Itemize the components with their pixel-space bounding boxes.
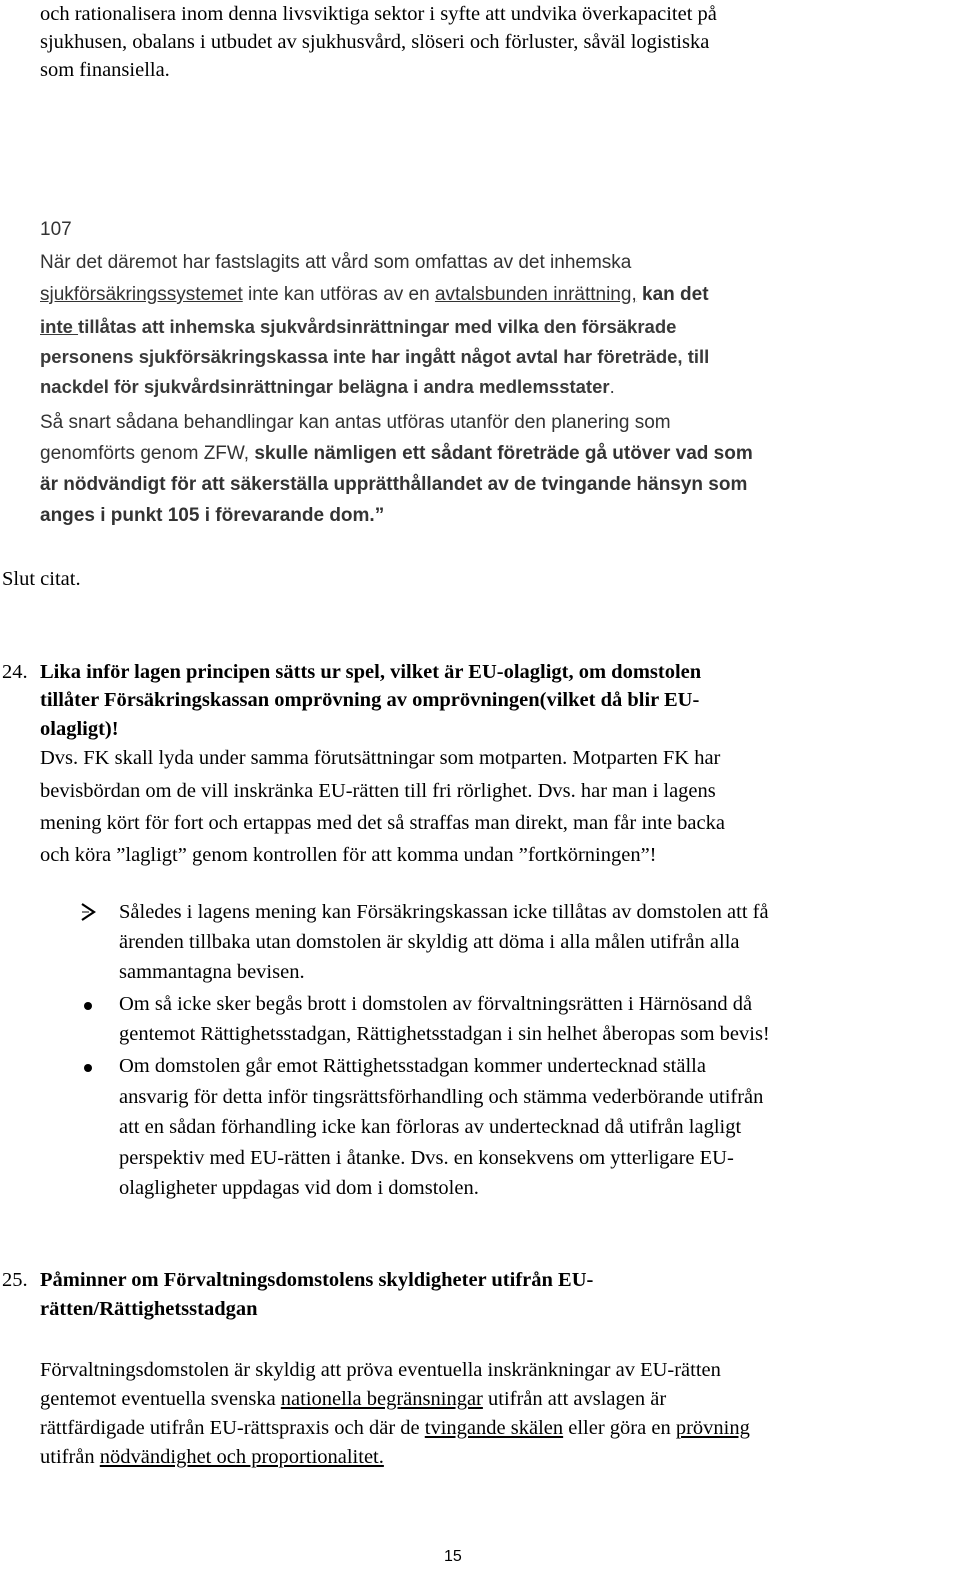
underlined-term-tvingande: tvingande skälen	[424, 1417, 564, 1439]
top-line-1: och rationalisera inom denna livsviktiga sektor i syfte att undvika överkapacitet på	[40, 3, 717, 25]
top-line-3: som finansiella.	[40, 59, 170, 81]
arrow-bullet-icon	[80, 902, 96, 922]
section-25-text-3a: rättfärdigade utifrån EU-rättspraxis och där de	[40, 1417, 425, 1439]
bullet-2-line-1: Om så icke sker begås brott i domstolen av förvaltningsrätten i Härnösand då	[119, 993, 753, 1015]
quote-line-7	[40, 442, 753, 466]
quote-line-2-text: inte kan utföras av en	[248, 284, 435, 305]
quote-underlined-bold: inte	[40, 316, 79, 337]
section-25-text-line-2	[40, 1387, 666, 1411]
quote-line-5-period: .	[609, 376, 615, 397]
section-25-heading-line-2: rätten/Rättighetsstadgan	[40, 1298, 258, 1320]
section-25-heading-line-1: Påminner om Förvaltningsdomstolens skyldigheter utifrån EU-	[40, 1269, 594, 1291]
quote-line-3-text: tillåtas att inhemska sjukvårdsinrättningar med vilka den försäkrade	[78, 316, 677, 337]
section-25-number: 25.	[2, 1269, 28, 1291]
section-24-text-line-3: mening kört för fort och ertappas med det så straffas man direkt, man får inte backa	[40, 812, 725, 834]
section-24-text-line-4: och köra ”lagligt” genom kontrollen för att komma undan ”fortkörningen”!	[40, 844, 657, 866]
section-24-text-line-1: Dvs. FK skall lyda under samma förutsättningar som motparten. Motparten FK har	[40, 747, 721, 769]
quote-underlined-term: sjukförsäkringssystemet	[40, 284, 243, 305]
bullet-1-line-2: ärenden tillbaka utan domstolen är skyldig att döma i alla målen utifrån alla	[119, 931, 740, 953]
quote-line-4: personens sjukförsäkringskassa inte har ingått något avtal har företräde, till	[40, 346, 710, 367]
section-25-text-line-3	[40, 1416, 750, 1440]
end-quote-label: Slut citat.	[2, 568, 81, 590]
quote-paragraph-number: 107	[40, 219, 72, 240]
quote-line-7-bold: skulle nämligen ett sådant företräde gå utöver vad som	[254, 443, 753, 464]
bullet-1-line-3: sammantagna bevisen.	[119, 961, 305, 983]
page-number: 15	[444, 1548, 462, 1565]
section-24-number: 24.	[2, 661, 28, 683]
quote-line-2	[40, 283, 709, 307]
dot-bullet-icon	[84, 1064, 92, 1072]
bullet-3-line-3: att en sådan förhandling icke kan förloras av undertecknad då utifrån lagligt	[119, 1116, 742, 1138]
dot-bullet-icon	[84, 1002, 92, 1010]
section-25-text-2a: gentemot eventuella svenska	[40, 1388, 281, 1410]
section-24-heading-line-3: olagligt)!	[40, 718, 119, 740]
section-24-heading-line-1: Lika inför lagen principen sätts ur spel, vilket är EU-olagligt, om domstolen	[40, 661, 702, 683]
quote-line-9: anges i punkt 105 i förevarande dom.”	[40, 505, 385, 526]
bullet-2-line-2: gentemot Rättighetsstadgan, Rättighetsstadgan i sin helhet åberopas som bevis!	[119, 1023, 770, 1045]
top-line-2: sjukhusen, obalans i utbudet av sjukhusvård, slöseri och förluster, såväl logistiska	[40, 31, 710, 53]
section-25-text-4a: utifrån	[40, 1446, 100, 1468]
quote-line-7-text: genomförts genom ZFW,	[40, 443, 255, 464]
quote-line-1: När det däremot har fastslagits att vård som omfattas av det inhemska	[40, 252, 632, 273]
section-24-heading-line-2: tillåter Försäkringskassan omprövning av omprövningen(vilket då blir EU-	[40, 689, 700, 711]
underlined-term-nationella: nationella begränsningar	[280, 1388, 483, 1410]
quote-line-6: Så snart sådana behandlingar kan antas utföras utanför den planering som	[40, 412, 671, 433]
section-25-text-2c: utifrån att avslagen är	[482, 1388, 667, 1410]
quote-line-5	[40, 375, 615, 399]
quote-line-8: är nödvändigt för att säkerställa upprätthållandet av de tvingande hänsyn som	[40, 474, 748, 495]
section-25-text-line-1: Förvaltningsdomstolen är skyldig att pröva eventuella inskränkningar av EU-rätten	[40, 1359, 721, 1381]
quote-underlined-term-2: avtalsbunden inrättning,	[434, 284, 637, 305]
quote-line-5-bold: nackdel för sjukvårdsinrättningar belägna i andra medlemsstater	[40, 376, 610, 397]
bullet-1-line-1: Således i lagens mening kan Försäkringskassan icke tillåtas av domstolen att få	[119, 901, 769, 923]
bullet-3-line-2: ansvarig för detta inför tingsrättsförhandling och stämma vederbörande utifrån	[119, 1086, 764, 1108]
underlined-term-provning: prövning	[675, 1417, 750, 1439]
section-24-text-line-2: bevisbördan om de vill inskränka EU-rätten till fri rörlighet. Dvs. har man i lagens	[40, 780, 716, 802]
underlined-term-nodvandighet: nödvändighet och proportionalitet.	[99, 1446, 384, 1468]
section-25-text-line-4	[40, 1445, 384, 1469]
quote-bold-text: kan det	[636, 284, 709, 305]
bullet-3-line-4: perspektiv med EU-rätten i åtanke. Dvs. en konsekvens om ytterligare EU-	[119, 1147, 734, 1169]
bullet-3-line-5: olagligheter uppdagas vid dom i domstolen.	[119, 1177, 479, 1199]
quote-line-3	[40, 315, 676, 339]
bullet-3-line-1: Om domstolen går emot Rättighetsstadgan kommer undertecknad ställa	[119, 1055, 706, 1077]
section-25-text-3c: eller göra en	[563, 1417, 676, 1439]
